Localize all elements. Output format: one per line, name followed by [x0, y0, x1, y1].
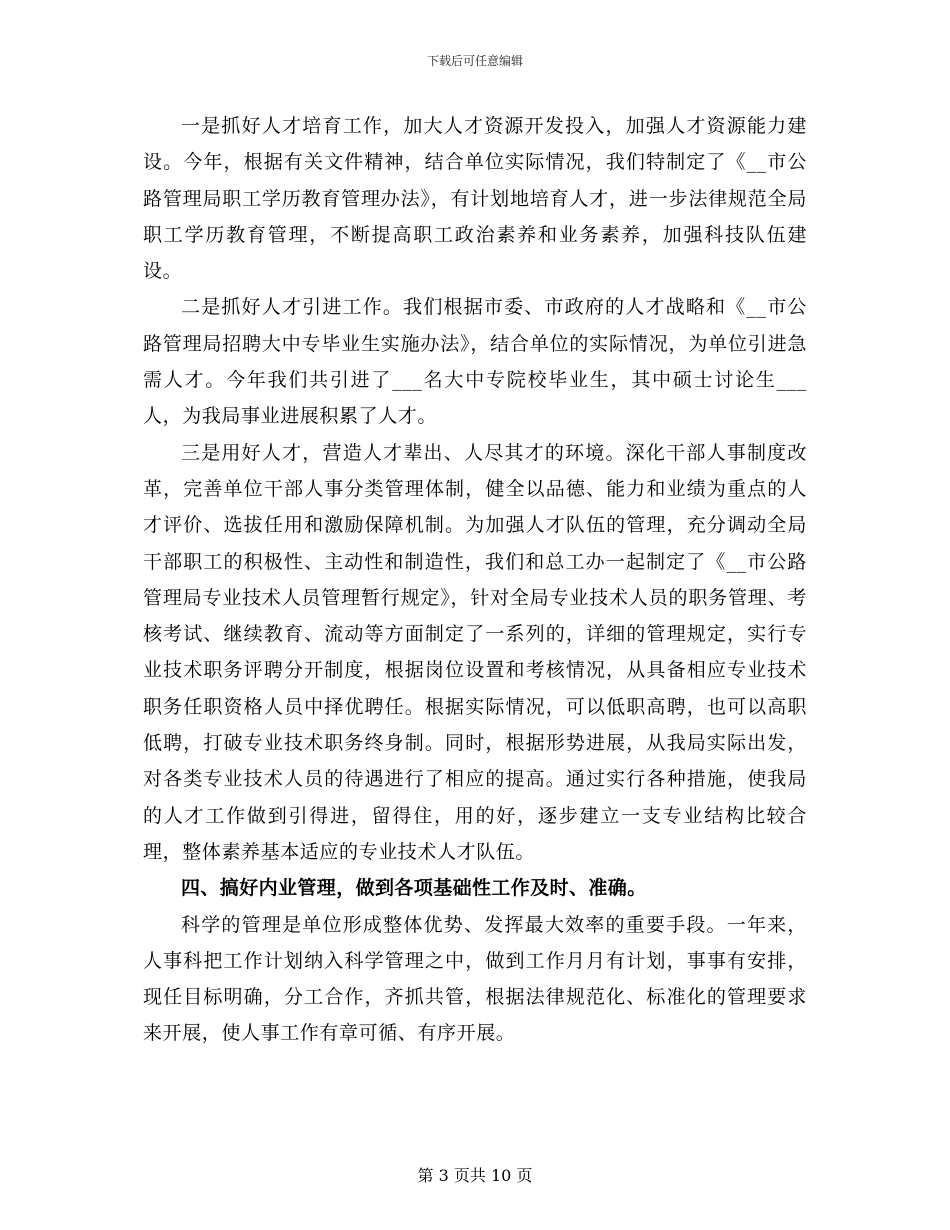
paragraph-scientific-management: 科学的管理是单位形成整体优势、发挥最大效率的重要手段。一年来，人事科把工作计划纳入科学管理之中，做到工作月月有计划，事事有安排，现任目标明确，分工合作，齐抓共管，根据法律规范化、标准化的管理要求来开展，使人事工作有章可循、有序开展。: [143, 913, 807, 1045]
page-footer: 第 3 页共 10 页: [417, 1166, 533, 1185]
section-heading-internal-management: 四、搞好内业管理，做到各项基础性工作及时、准确。: [181, 877, 647, 900]
paragraph-talent-recruitment: 二是抓好人才引进工作。我们根据市委、市政府的人才战略和《__市公路管理局招聘大中专毕业生实施办法》，结合单位的实际情况，为单位引进急需人才。今年我们共引进了___名大中专院校毕业生，其中硕士讨论生___人，为我局事业进展积累了人才。: [143, 296, 807, 428]
document-body: [143, 108, 807, 1052]
page-header: 下载后可任意编辑: [426, 54, 523, 68]
paragraph-talent-training: 一是抓好人才培育工作，加大人才资源开发投入，加强人才资源能力建设。今年，根据有关文件精神，结合单位实际情况，我们特制定了《__市公路管理局职工学历教育管理办法》，有计划地培育人才，进一步法律规范全局职工学历教育管理，不断提高职工政治素养和业务素养，加强科技队伍建设。: [143, 115, 807, 283]
paragraph-talent-usage: 三是用好人才，营造人才辈出、人尽其才的环境。深化干部人事制度改革，完善单位干部人事分类管理体制，健全以品德、能力和业绩为重点的人才评价、选拔任用和激励保障机制。为加强人才队伍的管理，充分调动全局干部职工的积极性、主动性和制造性，我们和总工办一起制定了《__市公路管理局专业技术人员管理暂行规定》，针对全局专业技术人员的职务管理、考核考试、继续教育、流动等方面制定了一系列的，详细的管理规定，实行专业技术职务评聘分开制度，根据岗位设置和考核情况，从具备相应专业技术职务任职资格人员中择优聘任。根据实际情况，可以低职高聘，也可以高职低聘，打破专业技术职务终身制。同时，根据形势进展，从我局实际出发，对各类专业技术人员的待遇进行了相应的提高。通过实行各种措施，使我局的人才工作做到引得进，留得住，用的好，逐步建立一支专业结构比较合理，整体素养基本适应的专业技术人才队伍。: [143, 441, 807, 863]
